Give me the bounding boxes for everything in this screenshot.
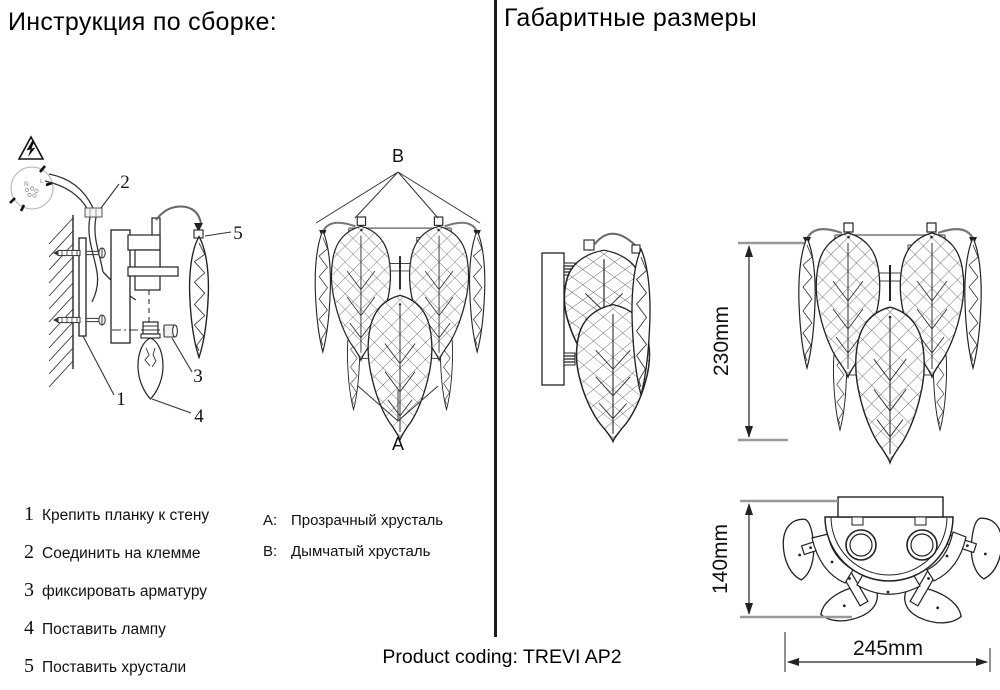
legend-row-b xyxy=(263,543,430,560)
callout-5: 5 xyxy=(233,223,243,244)
terminal-label-n: N xyxy=(24,181,29,188)
product-coding: Product coding: TREVI AP2 xyxy=(382,646,622,668)
dimension-height xyxy=(710,243,805,440)
step-row-4 xyxy=(20,617,166,640)
step-row-5 xyxy=(20,655,186,678)
assembly-title: Инструкция по сборке: xyxy=(8,8,277,36)
step-text: Крепить планку к стену xyxy=(42,507,210,524)
step-text: Поставить лампу xyxy=(42,621,166,638)
callout-1: 1 xyxy=(116,389,126,410)
depth-value: 140mm xyxy=(709,523,732,595)
terminal-detail-circle xyxy=(10,166,53,211)
step-row-1 xyxy=(20,503,209,526)
electric-warning-icon xyxy=(19,137,43,159)
mounting-bar xyxy=(838,497,943,517)
legend-b-label: B: xyxy=(263,543,278,560)
legend-a-text: Прозрачный хрусталь xyxy=(291,512,444,529)
fixing-nut xyxy=(164,325,177,337)
assembly-diagram xyxy=(0,122,270,472)
callout-3: 3 xyxy=(193,366,203,387)
label-a-fan xyxy=(358,386,438,421)
step-row-3 xyxy=(20,579,207,602)
step-text: фиксировать арматуру xyxy=(42,583,208,600)
width-value: 245mm xyxy=(852,637,924,660)
wire-clamp xyxy=(85,208,102,217)
wall-plate xyxy=(542,253,564,385)
label-b: B xyxy=(391,146,405,166)
legend-row-a xyxy=(263,512,443,529)
step-number: 5 xyxy=(24,655,34,677)
legend-b-text: Дымчатый хрусталь xyxy=(291,543,431,560)
light-bulb xyxy=(138,338,163,399)
lamp-socket xyxy=(141,322,160,338)
step-number: 1 xyxy=(24,503,34,525)
callout-4: 4 xyxy=(194,406,204,427)
label-b-fan xyxy=(316,172,480,223)
step-number: 4 xyxy=(24,617,34,639)
lamp-front-view-right xyxy=(799,223,981,463)
callout-2: 2 xyxy=(120,172,130,193)
terminal-label-l: L xyxy=(40,178,44,185)
step-text: Поставить хрустали xyxy=(42,659,187,676)
back-plate xyxy=(111,230,130,343)
height-value: 230mm xyxy=(710,305,733,377)
label-a: A xyxy=(391,434,405,454)
crystal-leaf-part xyxy=(190,230,209,357)
dimensions-title: Габаритные размеры xyxy=(504,4,757,32)
lamp-side-view xyxy=(542,234,650,442)
lamp-front-view xyxy=(315,217,485,440)
step-number: 2 xyxy=(24,541,34,563)
step-text: Соединить на клемме xyxy=(42,545,201,562)
lamp-bottom-view xyxy=(781,497,1000,630)
bracket-arm xyxy=(128,267,178,276)
step-number: 3 xyxy=(24,579,34,601)
dimension-width xyxy=(785,632,990,672)
legend-a-label: A: xyxy=(263,512,278,529)
wall-hatch xyxy=(49,215,73,387)
dimension-panel xyxy=(500,215,1000,690)
front-view-labeled xyxy=(283,128,513,463)
step-row-2 xyxy=(20,541,201,564)
